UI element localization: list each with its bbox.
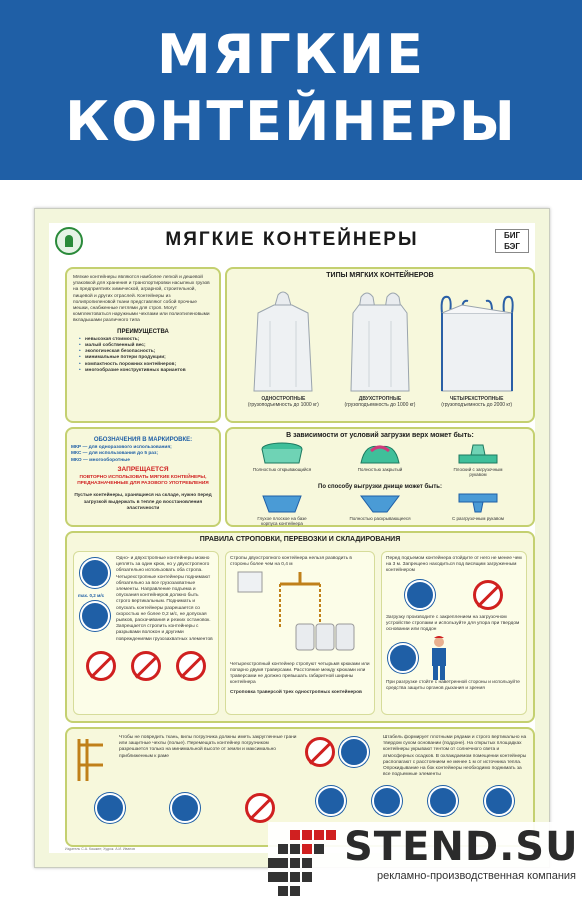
empty-note: Пустые контейнеры, хранящиеся на складе, нужно перед загрузкой выдержать в тепле до восстановления эластичности xyxy=(74,493,212,511)
bottom-variant xyxy=(446,492,510,527)
rules-text-unloading: При разгрузке стойте с наветренной стороны и используйте средства защиты органов дыхания и зрения xyxy=(386,680,520,692)
top-variants-title: В зависимости от условий загрузки верх может быть: xyxy=(286,432,474,439)
single-strap-bag-icon xyxy=(248,291,318,396)
no-standing-under-load-icon xyxy=(473,580,503,610)
spout-bottom-icon xyxy=(455,492,501,514)
forklift-forbidden-icon xyxy=(245,793,275,823)
poster-badge: БИГ БЭГ xyxy=(495,229,529,253)
bag-four-strap xyxy=(436,291,518,419)
bag-single-strap xyxy=(242,291,324,419)
rules-columns xyxy=(73,551,527,715)
forbidden-text: ПОВТОРНО ИСПОЛЬЗОВАТЬ МЯГКИЕ КОНТЕЙНЕРЫ, ПРЕДНАЗНАЧЕННЫЕ ДЛЯ РАЗОВОГО УПОТРЕБЛЕНИЯ xyxy=(77,475,209,487)
poster-body xyxy=(49,223,535,853)
intro-text: Мягкие контейнеры являются наиболее легкой и дешевой упаковкой для хранения и транспортировки насыпных грузов на предприятиях химической, аграрной, строительной, пищевой и других отраслей. Контейнеры из полипропиленовой ткани представляют собой прочные мешки, снабженные петлями для строп. Могут комплектоваться наружными чехлами или полиэтиленовыми вкладышами различного типа xyxy=(73,275,210,324)
types-title: ТИПЫ МЯГКИХ КОНТЕЙНЕРОВ xyxy=(326,272,434,279)
type-name: ДВУХСТРОПНЫЕ xyxy=(358,396,402,402)
bottom-variant xyxy=(250,492,314,527)
bottom-variant-label: Полностью раскрывающееся xyxy=(349,515,411,521)
rules-text-loading: Загрузку производите с закреплением на загрузочном устройстве стропами и используйте для упора при твердом основании или поддон xyxy=(386,614,520,633)
spout-top-icon xyxy=(455,441,501,465)
double-strap-bag-icon xyxy=(345,291,415,396)
poster-title: МЯГКИЕ КОНТЕЙНЕРЫ xyxy=(165,229,419,250)
forklift-sign-icon xyxy=(95,793,125,823)
header-banner xyxy=(0,0,582,180)
speed-sign-label: max. 0,2 м/с xyxy=(78,593,105,599)
top-variant xyxy=(446,441,510,478)
open-top-icon xyxy=(259,441,305,465)
forbidden-hook-icon xyxy=(131,651,161,681)
pallet-sign-icon xyxy=(316,786,346,816)
advantages-title: ПРЕИМУЩЕСТВА xyxy=(117,328,169,335)
logo-dots-icon xyxy=(268,826,340,896)
forklift-column xyxy=(73,735,297,839)
advantage-item: • малый собственный вес; xyxy=(79,343,213,349)
type-note: (грузоподъемность до 2000 кг) xyxy=(441,402,513,409)
bottom-variants-title: По способу выгрузки днище может быть: xyxy=(318,483,442,490)
marking-line: МКО — многооборотные xyxy=(71,457,130,463)
rules-column-slinging xyxy=(73,551,219,715)
bottom-variants-row xyxy=(227,490,533,529)
rules-column-safety xyxy=(381,551,527,715)
stacking-text: Штабель формирует плотными рядами и строго вертикально на твердом сухом основании (поддоне). На открытых площадках контейнеры укрывают тентом от солнечного света и атмосферных осадков. В охлаждаемом помещении контейнеры располагают с расстоянием не менее 1 м от источника тепла. Опрокидывание на бок контейнеры необходимо поднимать за все подъемные элементы xyxy=(383,735,527,778)
rules-text-double-strap: Стропы двухстропного контейнера нельзя разводить в стороны более чем на 0,4 м xyxy=(230,556,352,568)
traverse-illustration xyxy=(230,568,370,658)
emblem-icon xyxy=(55,227,83,255)
sun-protection-sign-icon xyxy=(428,786,458,816)
marking-box xyxy=(65,427,221,527)
closed-top-icon xyxy=(357,441,403,465)
header-title-line1: МЯГКИЕ xyxy=(157,23,425,86)
stack-rows-sign-icon xyxy=(339,737,369,767)
forbidden-torn-loop-icon xyxy=(176,651,206,681)
forbidden-title: ЗАПРЕЩАЕТСЯ xyxy=(117,465,169,473)
rules-text-distance: Перед подъемом контейнера отойдите от него не менее чем на 3 м. Запрещено находиться под висящим загруженным контейнером xyxy=(386,556,522,574)
forklift-text: Чтобы не повредить ткань, вилы погрузчика должны иметь закругленные грани или защитные чехлы (полые). Перемещать контейнер погрузчиком разрешается только на минимальной высоте от земли и максимально приближенным к раме xyxy=(119,735,297,759)
keep-distance-sign-icon xyxy=(405,580,435,610)
brand-name: STEND.SU xyxy=(344,824,579,870)
no-tilting-sign-icon xyxy=(305,737,335,767)
rules-text-traverse: Строповка траверсой трех одностропных контейнеров xyxy=(230,690,362,696)
stend-logo[interactable] xyxy=(268,822,580,900)
flat-bottom-icon xyxy=(259,492,305,514)
marking-title: ОБОЗНАЧЕНИЯ В МАРКИРОВКЕ: xyxy=(93,437,193,443)
marking-line: МКС — для использования до 5 раз; xyxy=(71,451,159,457)
bag-double-strap xyxy=(339,291,421,419)
rain-protection-sign-icon xyxy=(484,786,514,816)
four-strap-lift-sign-icon xyxy=(80,601,110,631)
bag-row xyxy=(235,291,525,419)
intro-box xyxy=(65,267,221,423)
type-name: ЧЕТЫРЕХСТРОПНЫЕ xyxy=(449,396,504,402)
lift-speed-sign-icon xyxy=(80,558,110,588)
poster-image[interactable] xyxy=(34,208,550,868)
loading-box xyxy=(225,427,535,527)
advantage-item: • компактность порожних контейнеров; xyxy=(79,362,213,368)
brand-tagline: рекламно-производственная компания xyxy=(376,870,576,882)
rules-title: ПРАВИЛА СТРОПОВКИ, ПЕРЕВОЗКИ И СКЛАДИРОВАНИЯ xyxy=(199,536,401,543)
top-variant xyxy=(250,441,314,478)
bottom-variant-label: Глухое плоское на базе корпуса контейнера xyxy=(257,515,307,527)
bottom-variant xyxy=(348,492,412,527)
poster-credit: Издатель С.А. Кашкин; Худож. А.И. Иванов xyxy=(65,847,136,851)
top-variant xyxy=(348,441,412,478)
top-variant-label: Полностью открывающийся xyxy=(252,466,312,472)
header-title-line2: КОНТЕЙНЕРЫ xyxy=(65,90,517,153)
rules-column-hoisting xyxy=(225,551,375,715)
rules-box xyxy=(65,531,535,723)
type-note: (грузоподъемность до 1000 кг) xyxy=(247,402,319,409)
open-bottom-icon xyxy=(357,492,403,514)
advantages-list xyxy=(73,337,213,374)
marking-line: МКР — для одноразового использования; xyxy=(71,445,172,451)
respirator-sign-icon xyxy=(388,643,418,673)
worker-icon xyxy=(426,636,452,680)
forbidden-damaged-strap-icon xyxy=(86,651,116,681)
advantage-item: • минимальные потери продукции; xyxy=(79,355,213,361)
forklift-icon xyxy=(73,735,113,785)
top-variants-row xyxy=(227,439,533,480)
rules-text-four-strap: Четырехстропный контейнер стропуют четырьмя крюками или попарно двумя траверсами. Расстояние между крюками или траверсами не должно превышать габаритной ширины контейнера xyxy=(230,661,370,686)
advantage-item: • многообразие конструктивных вариантов xyxy=(79,368,213,374)
four-strap-bag-icon xyxy=(436,291,518,396)
top-variant-label: Плоский с загрузочным рукавом xyxy=(453,466,503,478)
rules-text-slinging: Одно- и двухстропные контейнеры можно цеплять за один крюк, но у двухстропного обязательно использовать оба стропа. Четырехстропные контейнеры поднимают обязательно за все грузозахватные элементы. Направление подъема и опускания контейнеров должно быть строго вертикальным. Поднимать и опускать контейнеры разрешается со скоростью не более 0,2 м/с, не допуская рывков, раскачивания и резких остановок. Запрещается стропить контейнеры с разрывами волокон и другими повреждениями грузозахватных элементов xyxy=(116,556,213,642)
types-box xyxy=(225,267,535,423)
top-variant-label: Полностью закрытый xyxy=(357,466,403,472)
type-name: ОДНОСТРОПНЫЕ xyxy=(261,396,306,402)
storage-sign-icon xyxy=(372,786,402,816)
bottom-variant-label: С разгрузочным рукавом xyxy=(452,515,504,521)
forklift-low-sign-icon xyxy=(170,793,200,823)
advantage-item: • невысокая стоимость; xyxy=(79,337,213,343)
advantage-item: • экологическая безопасность; xyxy=(79,349,213,355)
type-note: (грузоподъемность до 1000 кг) xyxy=(344,402,416,409)
